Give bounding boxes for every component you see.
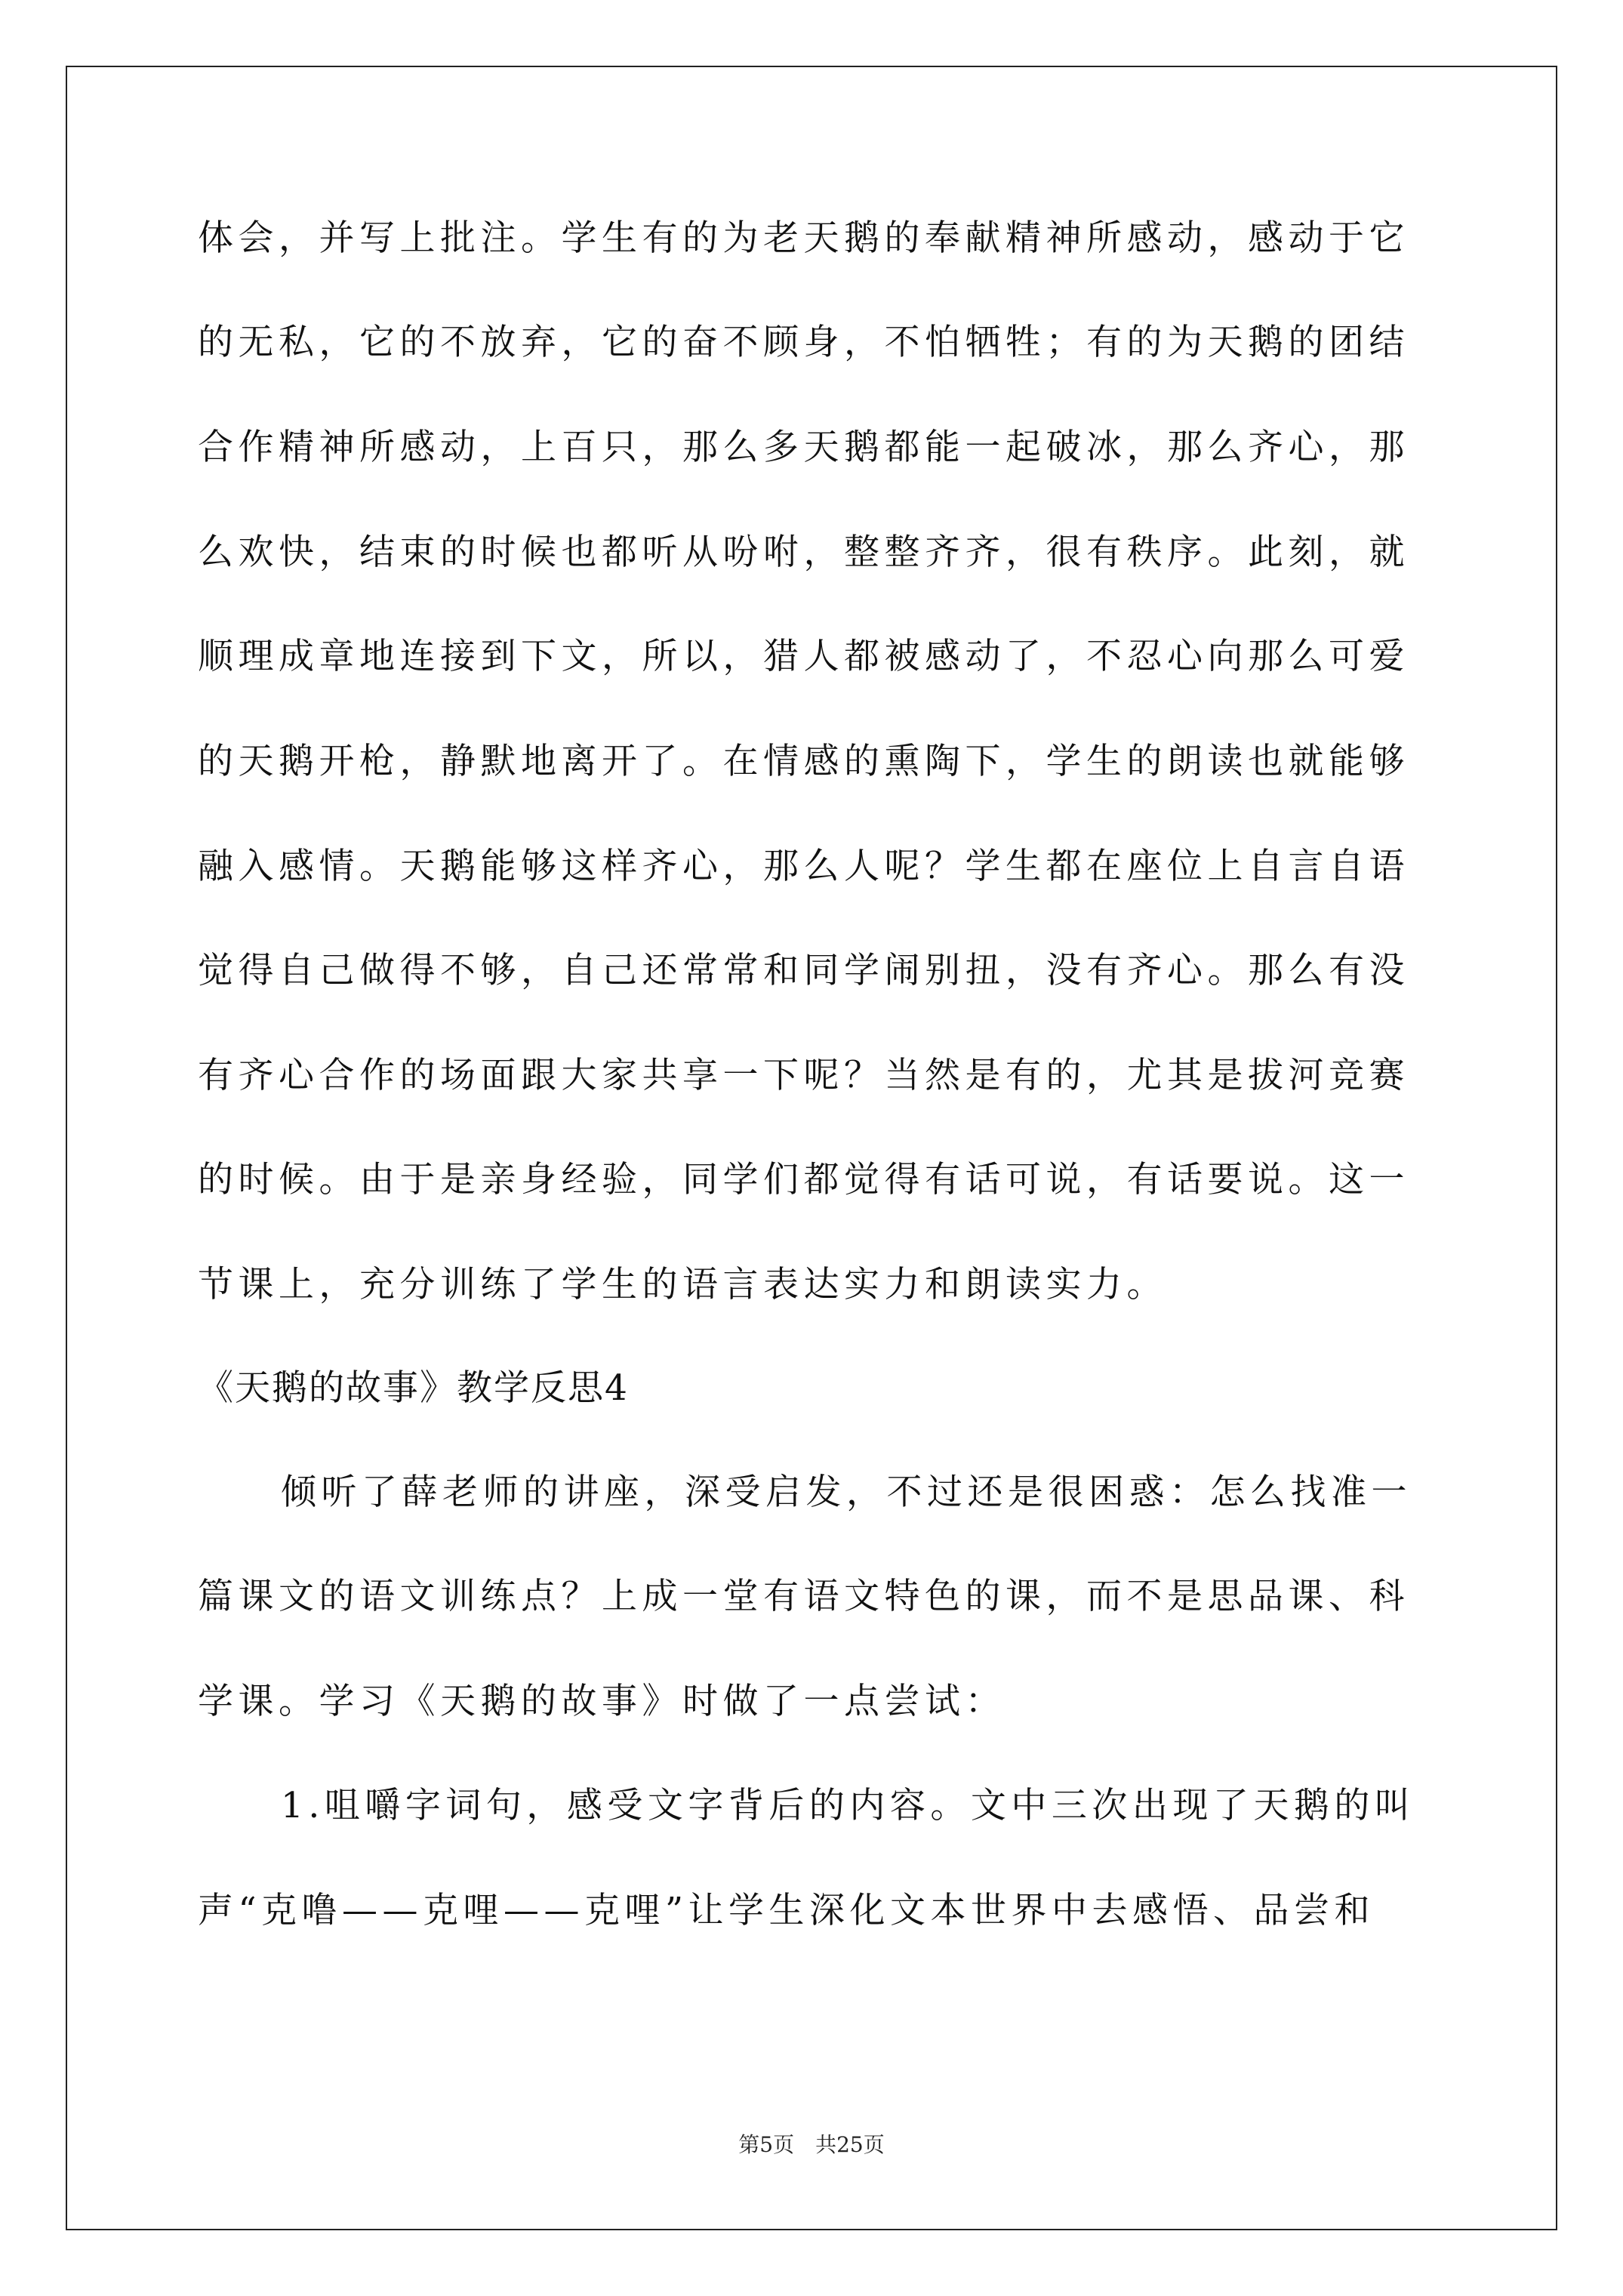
body-line: 么欢快，结束的时候也都听从吩咐，整整齐齐，很有秩序。此刻，就	[198, 532, 1409, 573]
body-line: 有齐心合作的场面跟大家共享一下呢？当然是有的，尤其是拔河竞赛	[198, 1055, 1409, 1096]
page-number: 第5页 共25页	[738, 2132, 885, 2157]
section-title: 《天鹅的故事》教学反思4	[198, 1367, 629, 1409]
body-line: 合作精神所感动，上百只，那么多天鹅都能一起破冰，那么齐心，那	[198, 427, 1409, 468]
body-line: 倾听了薛老师的讲座，深受启发，不过还是很困惑：怎么找准一	[281, 1472, 1412, 1513]
body-line: 的天鹅开枪，静默地离开了。在情感的熏陶下，学生的朗读也就能够	[198, 741, 1409, 782]
body-line: 觉得自己做得不够，自己还常常和同学闹别扭，没有齐心。那么有没	[198, 950, 1409, 991]
body-line: 的无私，它的不放弃，它的奋不顾身，不怕牺牲；有的为天鹅的团结	[198, 322, 1409, 363]
body-line: 的时候。由于是亲身经验，同学们都觉得有话可说，有话要说。这一	[198, 1159, 1409, 1200]
body-line: 融入感情。天鹅能够这样齐心，那么人呢？学生都在座位上自言自语	[198, 846, 1409, 887]
body-line: 声“克噜——克哩——克哩”让学生深化文本世界中去感悟、品尝和	[198, 1890, 1375, 1931]
body-line: 学课。学习《天鹅的故事》时做了一点尝试：	[198, 1681, 1006, 1722]
body-line: 顺理成章地连接到下文，所以，猎人都被感动了，不忍心向那么可爱	[198, 636, 1409, 677]
body-line: 1.咀嚼字词句，感受文字背后的内容。文中三次出现了天鹅的叫	[281, 1785, 1415, 1826]
body-line: 体会，并写上批注。学生有的为老天鹅的奉献精神所感动，感动于它	[198, 217, 1409, 259]
body-line: 篇课文的语文训练点？上成一堂有语文特色的课，而不是思品课、科	[198, 1576, 1409, 1617]
body-line: 节课上，充分训练了学生的语言表达实力和朗读实力。	[198, 1264, 1167, 1305]
